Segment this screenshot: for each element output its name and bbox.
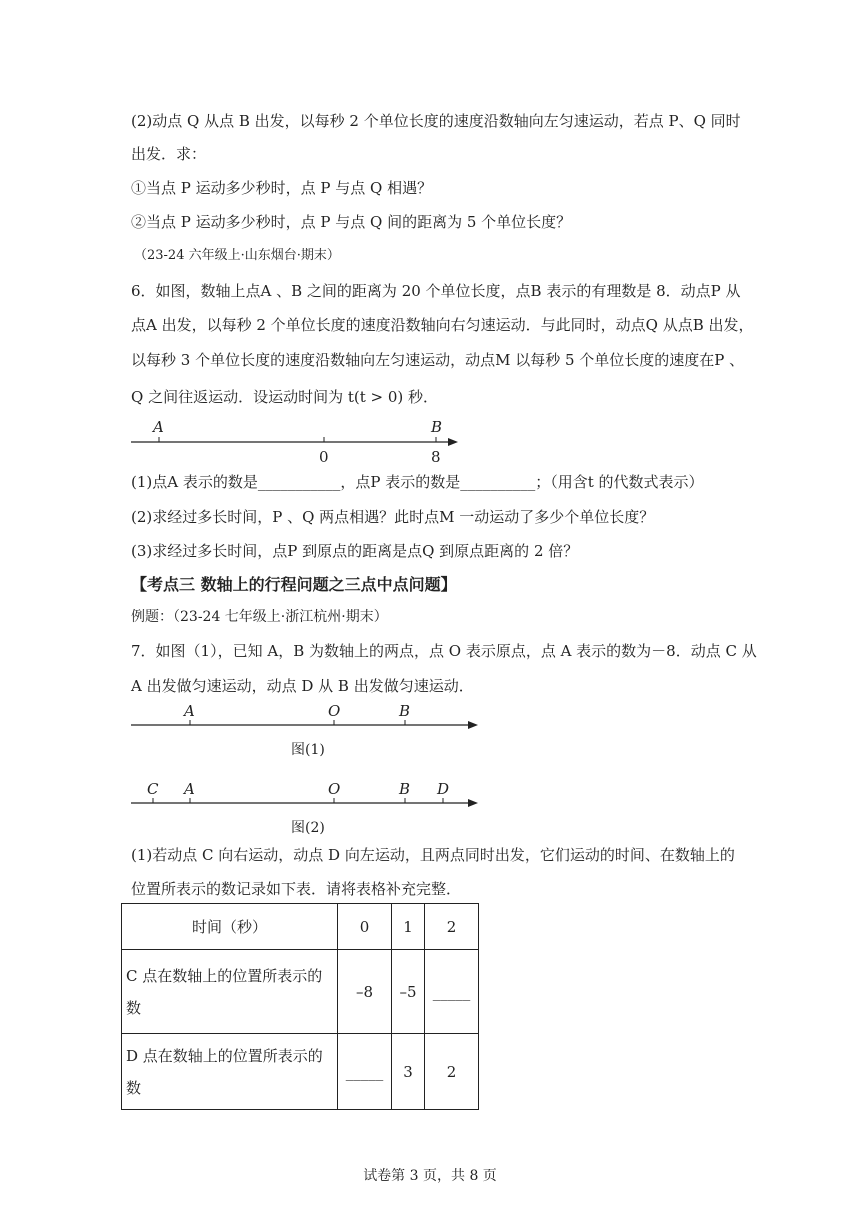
table-cell: _____ <box>338 1034 392 1110</box>
data-table <box>121 903 479 1110</box>
axis-label-B: B <box>431 418 443 436</box>
page-footer: 试卷第 3 页，共 8 页 <box>363 1168 497 1184</box>
text-line: 位置所表示的数记录如下表．请将表格补充完整． <box>131 880 462 898</box>
table-cell: 时间（秒） <box>122 904 338 950</box>
text-line: (1)若动点 C 向右运动，动点 D 向左运动，且两点同时出发，它们运动的时间、在数轴上的 <box>131 846 735 864</box>
axis-label-A: A <box>153 418 164 436</box>
section-heading: 【考点三 数轴上的行程问题之三点中点问题】 <box>131 575 457 594</box>
text-line: 出发．求： <box>131 145 207 163</box>
table-cell: –5 <box>392 950 425 1034</box>
text-line: ②当点 P 运动多少秒时，点 P 与点 Q 间的距离为 5 个单位长度？ <box>131 213 572 231</box>
text-line: (2)动点 Q 从点 B 出发，以每秒 2 个单位长度的速度沿数轴向左匀速运动，若点 P、Q 同时 <box>131 112 741 130</box>
table-cell: 2 <box>425 904 479 950</box>
table-row <box>122 1034 479 1110</box>
table-cell: 0 <box>338 904 392 950</box>
table-cell: –8 <box>338 950 392 1034</box>
text-line: (3)求经过多长时间，点P 到原点的距离是点Q 到原点距离的 2 倍？ <box>131 542 579 560</box>
table-cell: 1 <box>392 904 425 950</box>
axis-label-O: O <box>328 780 341 798</box>
axis-label-D: D <box>437 780 450 798</box>
text-line: A 出发做匀速运动，动点 D 从 B 出发做匀速运动． <box>131 677 474 695</box>
text-line: Q 之间往返运动．设运动时间为 t(t > 0) 秒． <box>131 388 439 406</box>
axis-label-B: B <box>399 780 411 798</box>
table-cell: D 点在数轴上的位置所表示的数 <box>122 1034 338 1110</box>
axis-label-0: 0 <box>319 448 329 466</box>
text-line: (2)求经过多长时间，P 、Q 两点相遇？此时点M 一动运动了多少个单位长度？ <box>131 508 655 526</box>
text-line: (1)点A 表示的数是___________，点P 表示的数是__________；（用含t 的代数式表示） <box>131 473 704 491</box>
example-source: 例题：（23-24 七年级上·浙江杭州·期末） <box>131 609 388 625</box>
axis-label-C: C <box>147 780 159 798</box>
figure-2-caption: 图(2) <box>291 820 325 836</box>
text-line: ①当点 P 运动多少秒时，点 P 与点 Q 相遇？ <box>131 179 433 197</box>
table-cell: _____ <box>425 950 479 1034</box>
axis-label-B: B <box>399 702 411 720</box>
table-cell: 2 <box>425 1034 479 1110</box>
table-header-row <box>122 904 479 950</box>
source-note: （23-24 六年级上·山东烟台·期末） <box>134 248 340 263</box>
question-7-line: 7．如图（1），已知 A，B 为数轴上的两点，点 O 表示原点，点 A 表示的数为－8．动点 C 从 <box>131 642 757 660</box>
figure-1-caption: 图(1) <box>291 742 325 758</box>
text-line: 点A 出发，以每秒 2 个单位长度的速度沿数轴向右匀速运动．与此同时，动点Q 从点B 出发， <box>131 316 754 334</box>
table-cell: 3 <box>392 1034 425 1110</box>
axis-label-8: 8 <box>431 448 441 466</box>
axis-label-A: A <box>184 780 195 798</box>
table-row <box>122 950 479 1034</box>
text-line: 以每秒 3 个单位长度的速度沿数轴向左匀速运动，动点M 以每秒 5 个单位长度的速度在P 、 <box>131 351 745 369</box>
table-cell: C 点在数轴上的位置所表示的数 <box>122 950 338 1034</box>
axis-label-O: O <box>328 702 341 720</box>
axis-label-A: A <box>184 702 195 720</box>
question-6-line: 6．如图，数轴上点A 、B 之间的距离为 20 个单位长度，点B 表示的有理数是 8．动点P 从 <box>131 282 741 300</box>
